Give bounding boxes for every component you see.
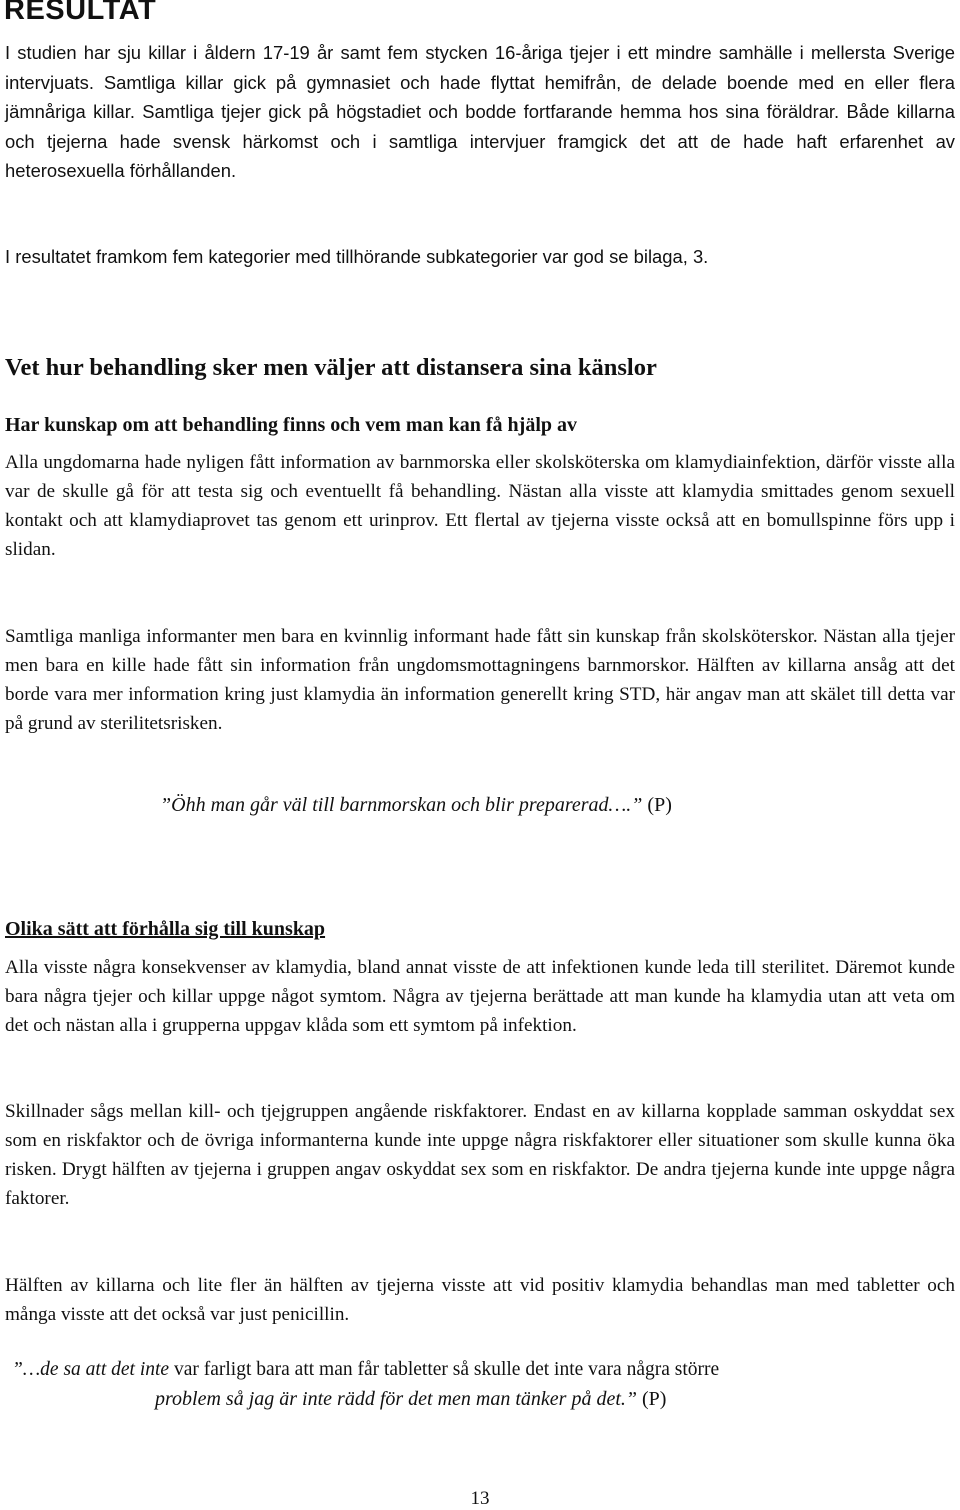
quote-text: var farligt bara att man får tabletter så skulle det inte vara några större xyxy=(169,1359,720,1380)
section-title: RESULTAT xyxy=(4,0,157,26)
body-paragraph: Hälften av killarna och lite fler än hälften av tjejerna visste att vid positiv klamydia behandlas man med tabletter och många visste att det också var just penicillin. xyxy=(5,1275,955,1325)
quote-text: problem så jag är inte rädd för det men man tänker på det.” xyxy=(155,1388,638,1410)
intro-paragraph-1: I studien har sju killar i åldern 17-19 år samt fem stycken 16-åriga tjejer i ett mindre samhälle i mellersta Sverige intervjuats. Samtliga killar gick på gymnasiet och hade flyttat hemifrån, de delade boende med en eller flera jämnåriga killar. Samtliga tjejer gick på högstadiet och bodde fortfarande hemma hos sina föräldrar. Både killarna och tjejerna hade svensk härkomst och i samtliga intervjuer framgick det att de hade haft erfarenhet av heterosexuella förhållanden. xyxy=(5,42,955,182)
body-paragraph: Samtliga manliga informanter men bara en kvinnlig informant hade fått sin kunskap från skolsköterskor. Nästan alla tjejer men bara en kille hade fått sin information från ungdomsmottagningens barnmorskor. Hälften av killarna ansåg att det borde vara mer information kring just klamydia än information generellt kring STD, här angav man att skälet till detta var på grund av sterilitetsrisken. xyxy=(5,626,955,734)
interview-quote xyxy=(12,1359,719,1381)
quote-text-italic: ”…de sa att det inte xyxy=(12,1359,170,1380)
subcategory-heading-1: Har kunskap om att behandling finns och vem man kan få hjälp av xyxy=(5,414,577,436)
body-paragraph: Alla ungdomarna hade nyligen fått information av barnmorska eller skolsköterska om klamydiainfektion, därför visste alla var de skulle gå för att testa sig och eventuellt få behandling. Nästan alla visste att klamydia smittades genom sexuell kontakt och att klamydiaprovet tas genom ett urinprov. Ett flertal av tjejerna visste också att en bomullspinne förs upp i slidan. xyxy=(5,452,955,560)
body-paragraph: Skillnader sågs mellan kill- och tjejgruppen angående riskfaktorer. Endast en av killarna kopplade samman oskyddat sex som en riskfaktor och de övriga informanterna kunde inte uppge några riskfaktorer eller situationer som skulle kunna öka risken. Drygt hälften av tjejerna i gruppen angav oskyddat sex som en riskfaktor. De andra tjejerna kunde inte uppge några faktorer. xyxy=(5,1101,955,1209)
interview-quote xyxy=(160,794,672,817)
subcategory-heading-2: Olika sätt att förhålla sig till kunskap xyxy=(5,918,326,940)
quote-text: ”Öhh man går väl till barnmorskan och blir preparerad….” xyxy=(160,794,643,816)
quote-source: (P) xyxy=(642,1388,667,1410)
category-heading: Vet hur behandling sker men väljer att distansera sina känslor xyxy=(5,354,657,381)
interview-quote xyxy=(155,1388,666,1411)
intro-paragraph-2: I resultatet framkom fem kategorier med tillhörande subkategorier var god se bilaga, 3. xyxy=(5,246,709,267)
body-paragraph: Alla visste några konsekvenser av klamydia, bland annat visste de att infektionen kunde leda till sterilitet. Däremot kunde bara några tjejer och killar uppge något symtom. Några av tjejerna berättade att man kunde ha klamydia utan att veta om det och nästan alla i grupperna uppgav klåda som ett symtom på infektion. xyxy=(5,957,955,1036)
page-number: 13 xyxy=(470,1488,490,1509)
quote-source: (P) xyxy=(647,794,672,816)
